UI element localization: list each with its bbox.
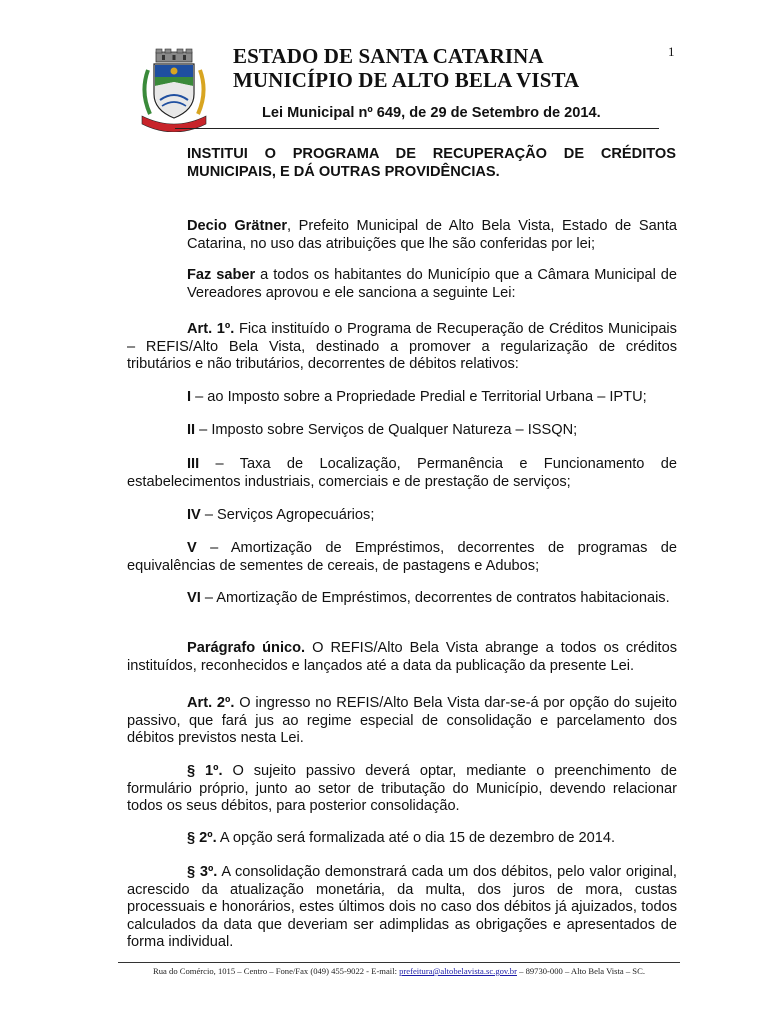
paragraph-2-text: A opção será formalizada até o dia 15 de dezembro de 2014. xyxy=(216,830,616,846)
inciso-i-label: I xyxy=(187,389,192,405)
municipality-heading: MUNICÍPIO DE ALTO BELA VISTA xyxy=(233,68,580,92)
inciso-vi-text: – Amortização de Empréstimos, decorrentes de contratos habitacionais. xyxy=(200,590,670,606)
inciso-v-text: – Amortização de Empréstimos, decorrentes de programas de equivalências de sementes de cereais, de pastagens e Adubos; xyxy=(127,540,677,574)
shield-icon xyxy=(154,64,194,118)
article-1-text: Fica instituído o Programa de Recuperação de Créditos Municipais – REFIS/Alto Bela Vista, destinado a promover a regularização de créditos tributários e não tributários, decorrentes de débitos relativos: xyxy=(127,321,677,372)
inciso-iv xyxy=(187,507,677,525)
paragraph-3 xyxy=(127,864,677,952)
inciso-iii xyxy=(127,456,677,491)
page-number: 1 xyxy=(668,44,675,59)
inciso-iii-text: – Taxa de Localização, Permanência e Funcionamento de estabelecimentos industriais, comerciais e de prestação de serviços; xyxy=(127,456,677,490)
footer-address-text: Rua do Comércio, 1015 – Centro – Fone/Fax (049) 455-9022 - E-mail: xyxy=(153,966,400,976)
state-heading: ESTADO DE SANTA CATARINA xyxy=(233,44,544,68)
preamble-faz-saber xyxy=(187,267,677,302)
inciso-iv-label: IV xyxy=(187,507,201,523)
footer-city-text: – 89730-000 – Alto Bela Vista – SC. xyxy=(516,966,645,976)
paragraph-2-label: § 2º. xyxy=(187,830,217,846)
inciso-v-label: V xyxy=(187,540,197,556)
faz-saber-label: Faz saber xyxy=(187,267,256,283)
inciso-vi xyxy=(127,590,677,608)
inciso-iv-text: – Serviços Agropecuários; xyxy=(200,507,375,523)
law-title: Lei Municipal nº 649, de 29 de Setembro de 2014. xyxy=(262,105,601,121)
inciso-vi-label: VI xyxy=(187,590,201,606)
sole-paragraph-text: O REFIS/Alto Bela Vista abrange a todos os créditos instituídos, reconhecidos e lançados até a data da publicação da presente Lei. xyxy=(127,640,677,674)
article-1-label: Art. 1º. xyxy=(187,321,235,337)
footer-email-link[interactable]: prefeitura@altobelavista.sc.gov.br xyxy=(399,966,517,976)
paragraph-3-label: § 3º. xyxy=(187,864,218,880)
law-summary-line-1: INSTITUI O PROGRAMA DE RECUPERAÇÃO DE CRÉDITOS xyxy=(187,146,676,162)
footer-address xyxy=(118,966,680,976)
sole-paragraph xyxy=(127,640,677,675)
preamble-mayor xyxy=(187,218,677,253)
inciso-ii-text: – Imposto sobre Serviços de Qualquer Natureza – ISSQN; xyxy=(195,422,578,438)
footer-divider xyxy=(118,962,680,963)
law-summary xyxy=(187,145,676,181)
header-divider xyxy=(175,128,659,129)
paragraph-1-text: O sujeito passivo deverá optar, mediante o preenchimento de formulário próprio, junto ao setor de tributação do Município, devendo relacionar todos os seus débitos, para posterior consolidação. xyxy=(127,763,677,814)
inciso-i-text: – ao Imposto sobre a Propriedade Predial e Territorial Urbana – IPTU; xyxy=(191,389,647,405)
paragraph-1 xyxy=(127,763,677,816)
inciso-iii-label: III xyxy=(187,456,200,472)
article-1 xyxy=(127,321,677,374)
article-2-label: Art. 2º. xyxy=(187,695,235,711)
article-2-text: O ingresso no REFIS/Alto Bela Vista dar-se-á por opção do sujeito passivo, que fará jus ao regime especial de consolidação e parcelamento dos débitos previstos nesta Lei. xyxy=(127,695,677,746)
mayor-name: Decio Grätner xyxy=(187,218,288,234)
law-summary-line-2: MUNICIPAIS, E DÁ OUTRAS PROVIDÊNCIAS. xyxy=(187,164,500,180)
mayor-text: , Prefeito Municipal de Alto Bela Vista, Estado de Santa Catarina, no uso das atribuições que lhe são conferidas por lei; xyxy=(187,218,677,252)
sole-paragraph-label: Parágrafo único. xyxy=(187,640,306,656)
faz-saber-text: a todos os habitantes do Município que a Câmara Municipal de Vereadores aprovou e ele sanciona a seguinte Lei: xyxy=(187,267,678,301)
inciso-ii xyxy=(187,422,677,440)
inciso-ii-label: II xyxy=(187,422,196,438)
inciso-v xyxy=(127,540,677,575)
municipal-crest-icon xyxy=(138,48,210,132)
article-2 xyxy=(127,695,677,748)
paragraph-3-text: A consolidação demonstrará cada um dos débitos, pelo valor original, acrescido da atualização monetária, da multa, dos juros de mora, custas processuais e honorários, estes últimos dois no caso dos débitos já ajuizados, todos calculados da data que deveriam ser adimplidas as obrigações e apresentados de forma individual. xyxy=(127,864,677,950)
inciso-i xyxy=(187,389,677,407)
paragraph-2 xyxy=(187,830,677,848)
crown-icon xyxy=(156,49,192,62)
paragraph-1-label: § 1º. xyxy=(187,763,223,779)
